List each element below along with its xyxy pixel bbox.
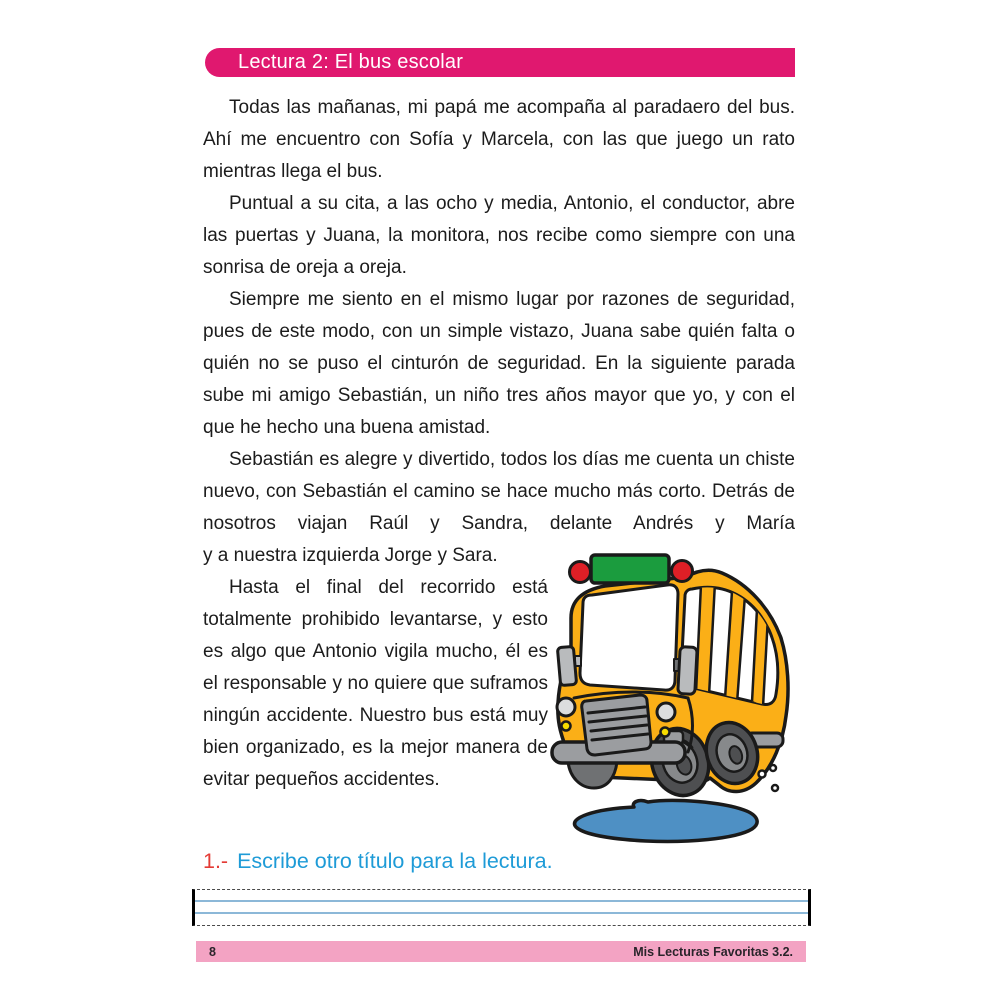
right-signal-light [661, 728, 670, 737]
answer-guide-line [195, 900, 808, 902]
right-headlight [657, 703, 675, 721]
door-mirror [678, 647, 697, 695]
reading-paragraph-4-tail: y a nuestra izquierda Jorge y Sara. [203, 545, 498, 566]
lesson-banner [205, 48, 795, 77]
exercise-prompt [203, 849, 803, 874]
bus-illustration [538, 540, 808, 850]
left-mirror [557, 646, 576, 685]
page-number: 8 [209, 944, 216, 959]
droplet [770, 765, 776, 771]
reading-paragraph-2: Puntual a su cita, a las ocho y media, Antonio, el conductor, abre las puertas y Juana, la monitora, nos recibe como siempre con una sonrisa de oreja a oreja. [203, 193, 795, 278]
footer-bar [196, 941, 806, 962]
reading-paragraph-4-main: Sebastián es alegre y divertido, todos los días me cuenta un chiste nuevo, con Sebastián el camino se hace mucho más corto. Detrás de nosotros viajan Raúl y Sandra, delante Andrés y María [203, 449, 795, 534]
lesson-title: Lectura 2: El bus escolar [238, 51, 464, 73]
front-axle-shadow [568, 762, 617, 788]
exercise-number: 1.- [203, 849, 229, 873]
exercise-prompt-text: Escribe otro título para la lectura. [237, 849, 553, 873]
droplet [759, 771, 766, 778]
answer-writing-area[interactable] [192, 889, 811, 926]
droplet [772, 785, 778, 791]
roof-sign [591, 555, 669, 583]
roof-light-right [672, 561, 693, 582]
left-signal-light [562, 722, 571, 731]
reading-paragraph-3: Siempre me siento en el mismo lugar por razones de seguridad, pues de este modo, con un simple vistazo, Juana sabe quién falta o quién no se puso el cinturón de seguridad. En la siguiente parada sube mi amigo Sebastián, un niño tres años mayor que yo, y con el que he hecho una buena amistad. [203, 289, 795, 438]
answer-guide-line [195, 912, 808, 914]
puddle [575, 800, 758, 841]
windshield [580, 585, 678, 690]
roof-light-left [570, 562, 591, 583]
left-headlight [557, 698, 575, 716]
reading-paragraph-1: Todas las mañanas, mi papá me acompaña al paradaero del bus. Ahí me encuentro con Sofía y Marcela, con las que juego un rato mientras llega el bus. [203, 97, 795, 182]
reading-paragraph-5: Hasta el final del recorrido está totalmente prohibido levantarse, y esto es algo que Antonio vigila mucho, él es el responsable y no quiere que suframos ningún accidente. Nuestro bus está muy bien organizado, es la mejor manera de evitar pequeños accidentes. [203, 577, 548, 790]
book-title: Mis Lecturas Favoritas 3.2. [633, 944, 793, 959]
